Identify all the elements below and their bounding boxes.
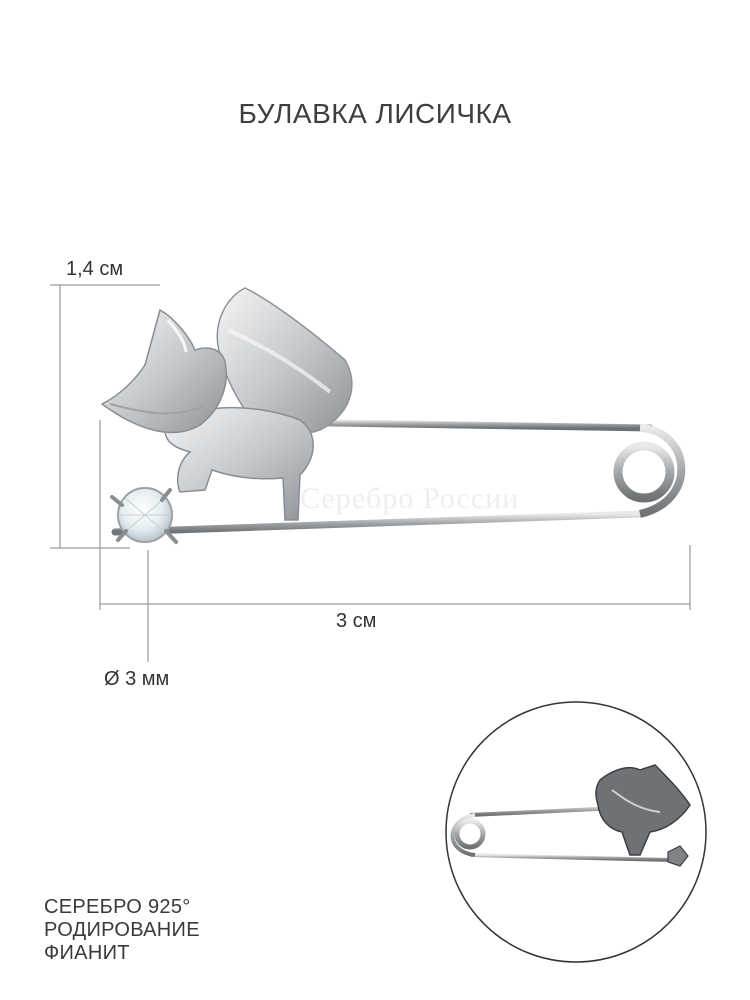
width-label: 3 см: [336, 610, 377, 632]
spec-stone: ФИАНИТ: [44, 942, 130, 964]
stone-diameter-label: Ø 3 мм: [104, 668, 170, 690]
spec-material: СЕРЕБРО 925°: [44, 896, 191, 918]
watermark: Серебро России: [300, 482, 520, 515]
height-label: 1,4 см: [66, 258, 124, 280]
dimension-lines: [50, 285, 690, 662]
fox-pin-main-image: [102, 288, 681, 542]
fox-pin-back-view-image: [446, 702, 706, 962]
page-title: БУЛАВКА ЛИСИЧКА: [238, 98, 512, 129]
spec-coating: РОДИРОВАНИЕ: [44, 919, 200, 941]
